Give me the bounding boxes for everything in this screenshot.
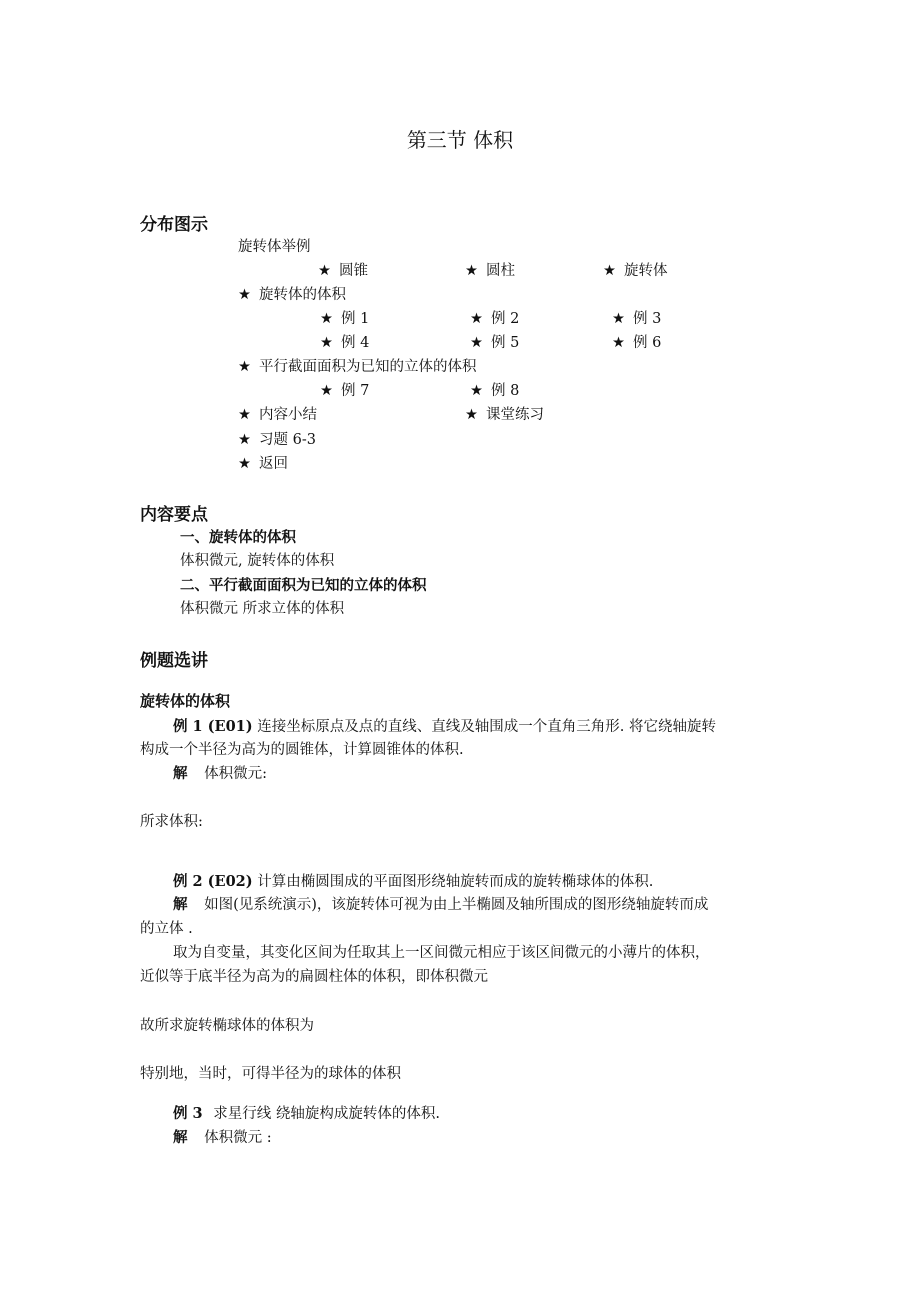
outline-link-solid[interactable] — [603, 259, 668, 280]
outline-label: 例 4 — [341, 335, 370, 351]
outline-label: 内容小结 — [259, 407, 317, 423]
section-heading-distribution: 分布图示 — [140, 215, 208, 235]
outline-rotation-examples[interactable]: 旋转体举例 — [238, 239, 311, 255]
outline-link-ex5[interactable] — [470, 331, 519, 352]
outline-label: 返回 — [259, 456, 288, 472]
solution-text: 体积微元 : — [204, 1130, 272, 1146]
example-1-line-1 — [173, 715, 716, 736]
example-3-line-1 — [173, 1102, 440, 1123]
key-point-1-text: 体积微元, 旋转体的体积 — [180, 553, 335, 569]
example-3-text: 求星行线 绕轴旋构成旋转体的体积. — [213, 1106, 440, 1122]
example-1-solution — [173, 762, 267, 783]
outline-label: 平行截面面积为已知的立体的体积 — [259, 359, 477, 375]
page-title: 第三节 体积 — [406, 128, 514, 152]
example-1-line-2: 构成一个半径为高为的圆锥体，计算圆锥体的体积. — [140, 742, 464, 758]
outline-label: 例 6 — [633, 335, 662, 351]
outline-link-ex3[interactable] — [612, 307, 661, 328]
outline-label: 例 5 — [491, 335, 520, 351]
solution-label: 解 — [173, 896, 188, 913]
example-3-label: 例 3 — [173, 1105, 203, 1122]
section-heading-key-points: 内容要点 — [140, 505, 208, 525]
outline-label: 圆柱 — [486, 263, 515, 279]
examples-subheading: 旋转体的体积 — [140, 692, 231, 710]
example-2-paragraph-1: 取为自变量，其变化区间为任取其上一区间微元相应于该区间微元的小薄片的体积， — [173, 945, 710, 961]
example-2-special-case: 特别地，当时，可得半径为的球体的体积 — [140, 1066, 401, 1082]
outline-link-ex7[interactable] — [320, 379, 369, 400]
example-2-solution — [173, 893, 708, 914]
solution-text: 体积微元: — [204, 766, 267, 782]
outline-link-ex6[interactable] — [612, 331, 661, 352]
outline-link-back[interactable] — [238, 452, 288, 473]
example-2-label: 例 2 (E02) — [173, 873, 253, 890]
outline-link-ex8[interactable] — [470, 379, 519, 400]
solution-label: 解 — [173, 765, 188, 782]
example-1-text: 连接坐标原点及点的直线、直线及轴围成一个直角三角形. 将它绕轴旋转 — [257, 719, 716, 735]
outline-link-cone[interactable] — [318, 259, 368, 280]
outline-link-ex2[interactable] — [470, 307, 519, 328]
outline-label: 旋转体的体积 — [259, 287, 346, 303]
outline-link-parallel[interactable] — [238, 355, 477, 376]
example-2-line-1 — [173, 870, 653, 891]
example-3-solution — [173, 1126, 272, 1147]
outline-label: 例 2 — [491, 311, 520, 327]
key-point-1-title: 一、旋转体的体积 — [180, 530, 296, 546]
outline-link-exercises[interactable] — [238, 428, 316, 449]
outline-link-practice[interactable] — [465, 403, 544, 424]
outline-link-ex4[interactable] — [320, 331, 369, 352]
outline-link-rotation-volume[interactable] — [238, 283, 346, 304]
solution-text: 如图(见系统演示)，该旋转体可视为由上半椭圆及轴所围成的图形绕轴旋转而成 — [204, 897, 709, 913]
outline-label: 习题 6-3 — [259, 432, 316, 448]
outline-label: 圆锥 — [339, 263, 368, 279]
outline-link-summary[interactable] — [238, 403, 317, 424]
outline-link-cylinder[interactable] — [465, 259, 515, 280]
example-1-label: 例 1 (E01) — [173, 718, 253, 735]
outline-label: 例 8 — [491, 383, 520, 399]
outline-label: 例 1 — [341, 311, 370, 327]
outline-link-ex1[interactable] — [320, 307, 369, 328]
outline-label: 课堂练习 — [486, 407, 544, 423]
solution-label: 解 — [173, 1129, 188, 1146]
example-2-solution-cont: 的立体 . — [140, 921, 193, 937]
example-2-text: 计算由椭圆围成的平面图形绕轴旋转而成的旋转椭球体的体积. — [257, 874, 654, 890]
outline-label: 例 7 — [341, 383, 370, 399]
example-1-result: 所求体积: — [140, 814, 203, 830]
example-2-result: 故所求旋转椭球体的体积为 — [140, 1018, 314, 1034]
outline-label: 旋转体 — [624, 263, 668, 279]
key-point-2-text: 体积微元 所求立体的体积 — [180, 601, 345, 617]
example-2-paragraph-2: 近似等于底半径为高为的扁圆柱体的体积，即体积微元 — [140, 969, 488, 985]
outline-label: 例 3 — [633, 311, 662, 327]
section-heading-examples: 例题选讲 — [140, 651, 208, 671]
key-point-2-title: 二、平行截面面积为已知的立体的体积 — [180, 578, 427, 594]
